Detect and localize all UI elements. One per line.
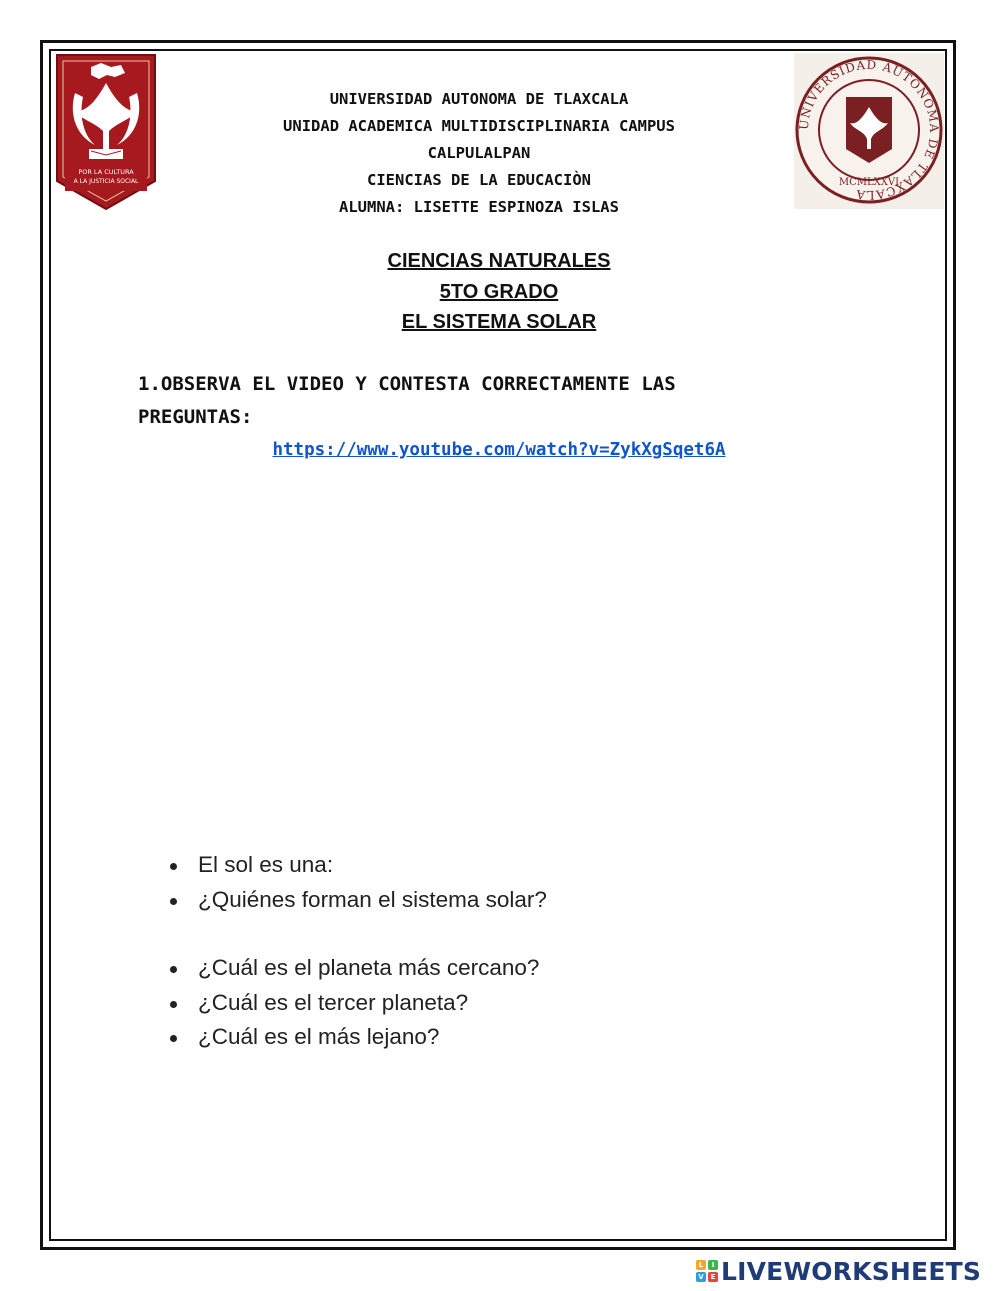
instruction-line-1: 1.OBSERVA EL VIDEO Y CONTESTA CORRECTAMENTE LAS [138, 373, 676, 395]
question-text: El sol es una: [198, 852, 334, 877]
grade-title: 5TO GRADO [439, 280, 559, 303]
liveworksheets-brand [696, 1254, 981, 1288]
instruction-text [138, 368, 858, 434]
institution-header [180, 86, 778, 221]
subject-title: CIENCIAS NATURALES [387, 250, 611, 272]
bullet-icon [170, 1001, 177, 1008]
list-item [168, 1020, 547, 1055]
list-item [168, 986, 547, 1021]
logo-tile: I [708, 1260, 718, 1270]
list-item [168, 883, 547, 918]
bullet-icon [170, 863, 177, 870]
video-link[interactable]: https://www.youtube.com/watch?v=ZykXgSqet6A [272, 440, 726, 460]
bullet-icon [170, 1035, 177, 1042]
motto-line-2: A LA JUSTICIA SOCIAL [73, 178, 139, 185]
header-line-unit: UNIDAD ACADEMICA MULTIDISCIPLINARIA CAMPUS [283, 117, 675, 135]
topic-title: EL SISTEMA SOLAR [401, 311, 597, 333]
header-line-program: CIENCIAS DE LA EDUCACIÒN [367, 171, 591, 189]
bullet-icon [170, 966, 177, 973]
faculty-shield-logo [55, 53, 157, 211]
question-text: ¿Cuál es el más lejano? [198, 1024, 440, 1049]
instruction-line-2: PREGUNTAS: [138, 406, 253, 428]
question-text: ¿Quiénes forman el sistema solar? [198, 886, 547, 912]
university-seal-logo [794, 53, 944, 209]
page-border-inner [49, 49, 947, 1241]
seal-year: MCMLXXVI [838, 177, 900, 188]
logo-tile: E [708, 1272, 718, 1282]
list-item [168, 951, 547, 986]
worksheet-titles [250, 246, 748, 338]
logo-tile: L [696, 1260, 706, 1270]
header-line-campus: CALPULALPAN [427, 144, 531, 162]
header-line-student: ALUMNA: LISETTE ESPINOZA ISLAS [339, 198, 619, 216]
question-text: ¿Cuál es el tercer planeta? [198, 989, 469, 1015]
seal-ring-text: UNIVERSIDAD AUTÓNOMA DE TLAXCALA [796, 57, 942, 203]
list-item [168, 848, 547, 883]
question-text: ¿Cuál es el planeta más cercano? [198, 955, 540, 980]
logo-tile: V [696, 1272, 706, 1282]
bullet-icon [170, 898, 177, 905]
question-list [168, 848, 547, 1055]
motto-line-1: POR LA CULTURA [78, 168, 134, 176]
header-line-university: UNIVERSIDAD AUTONOMA DE TLAXCALA [329, 90, 629, 108]
brand-wordmark: LIVEWORKSHEETS [721, 1256, 982, 1286]
liveworksheets-logo-icon [696, 1260, 718, 1282]
